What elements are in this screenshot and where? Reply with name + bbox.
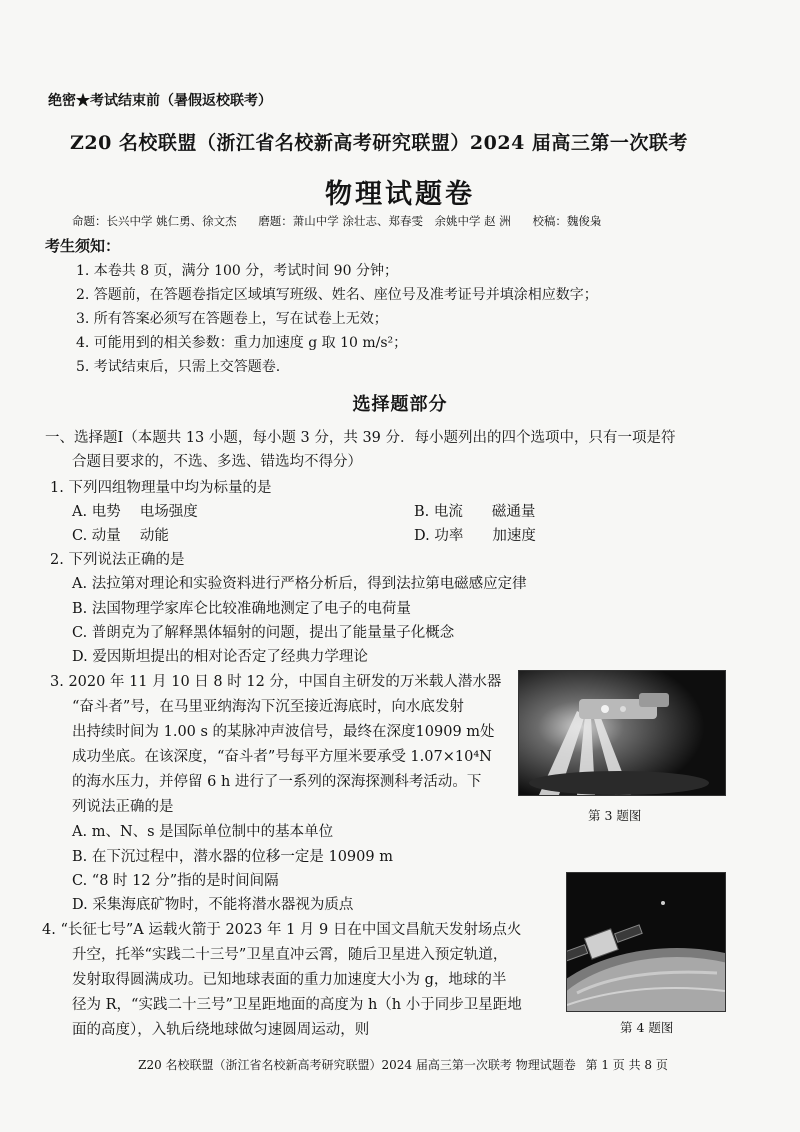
q4-stem-line: 面的高度），入轨后绕地球做匀速圆周运动，则 xyxy=(72,1022,370,1038)
q3-option-a: A. m、N、s 是国际单位制中的基本单位 xyxy=(72,824,334,840)
credits-polisher: 磨题：萧山中学 涂壮志、郑春雯 余姚中学 赵 洲 xyxy=(258,214,511,228)
exam-title: Z20 名校联盟（浙江省名校新高考研究联盟）2024 届高三第一次联考 xyxy=(70,132,688,154)
submersible-illustration xyxy=(519,671,725,795)
q3-stem-line: 3. 2020 年 11 月 10 日 8 时 12 分，中国自主研发的万米载人潜水器 xyxy=(50,674,502,690)
notice-title: 考生须知： xyxy=(45,237,121,255)
q2-stem: 2. 下列说法正确的是 xyxy=(50,552,185,568)
notice-item: 5. 考试结束后，只需上交答题卷. xyxy=(76,359,281,375)
q4-stem-line: 4. “长征七号”A 运载火箭于 2023 年 1 月 9 日在中国文昌航天发射场点火 xyxy=(42,922,522,938)
section-title: 选择题部分 xyxy=(352,394,448,415)
confidential-label: 绝密★考试结束前（暑假返校联考） xyxy=(48,93,272,109)
q3-stem-line: 成功坐底。在该深度，“奋斗者”号每平方厘米要承受 1.07×10⁴N xyxy=(72,749,492,765)
page-footer xyxy=(0,1056,800,1073)
part-instructions-line1: 一、选择题Ⅰ（本题共 13 小题，每小题 3 分，共 39 分．每小题列出的四个选项中，只有一项是符 xyxy=(45,430,676,446)
q3-option-b: B. 在下沉过程中，潜水器的位移一定是 10909 m xyxy=(72,849,393,865)
q4-stem-line: 径为 R，“实践二十三号”卫星距地面的高度为 h（h 小于同步卫星距地 xyxy=(72,997,522,1013)
q3-figure-caption: 第 3 题图 xyxy=(588,808,642,823)
notice-item: 4. 可能用到的相关参数：重力加速度 g 取 10 m/s²； xyxy=(76,335,408,351)
notice-item: 1. 本卷共 8 页，满分 100 分，考试时间 90 分钟； xyxy=(76,263,398,279)
q3-stem-line: “奋斗者”号，在马里亚纳海沟下沉至接近海底时，向水底发射 xyxy=(72,699,464,715)
q3-option-c: C. “8 时 12 分”指的是时间间隔 xyxy=(72,873,279,889)
notice-item: 2. 答题前，在答题卷指定区域填写班级、姓名、座位号及准考证号并填涂相应数字； xyxy=(76,287,598,303)
q2-option-c: C. 普朗克为了解释黑体辐射的问题，提出了能量量子化概念 xyxy=(72,625,455,641)
q1-stem: 1. 下列四组物理量中均为标量的是 xyxy=(50,480,272,496)
credits-reviewer: 校稿：魏俊枭 xyxy=(532,214,602,228)
q1-option-b: B. 电流 磁通量 xyxy=(414,504,536,520)
paper-title: 物理试题卷 xyxy=(325,179,475,210)
credits-proposer: 命题：长兴中学 姚仁勇、徐文杰 xyxy=(72,214,237,228)
q1-option-c: C. 动量 动能 xyxy=(72,528,169,544)
q2-option-d: D. 爱因斯坦提出的相对论否定了经典力学理论 xyxy=(72,649,368,665)
part-instructions-line2: 合题目要求的，不选、多选、错选均不得分） xyxy=(72,454,362,470)
footer-page-number: 第 1 页 共 8 页 xyxy=(585,1058,668,1072)
q4-stem-line: 发射取得圆满成功。已知地球表面的重力加速度大小为 g，地球的半 xyxy=(72,972,507,988)
q3-stem-line: 列说法正确的是 xyxy=(72,799,174,815)
q2-option-a: A. 法拉第对理论和实验资料进行严格分析后，得到法拉第电磁感应定律 xyxy=(72,576,527,592)
satellite-illustration xyxy=(567,873,725,1011)
q4-figure-caption: 第 4 题图 xyxy=(620,1020,674,1035)
q3-stem-line: 出持续时间为 1.00 s 的某脉冲声波信号，最终在深度10909 m处 xyxy=(72,724,495,740)
q3-submersible-image xyxy=(518,670,726,796)
notice-item: 3. 所有答案必须写在答题卷上，写在试卷上无效； xyxy=(76,311,388,327)
credits-line xyxy=(72,213,619,229)
q2-option-b: B. 法国物理学家库仑比较准确地测定了电子的电荷量 xyxy=(72,601,411,617)
q1-option-a: A. 电势 电场强度 xyxy=(72,504,198,520)
q1-option-d: D. 功率 加速度 xyxy=(414,528,536,544)
q3-option-d: D. 采集海底矿物时，不能将潜水器视为质点 xyxy=(72,897,354,913)
footer-exam-name: Z20 名校联盟（浙江省名校新高考研究联盟）2024 届高三第一次联考 物理试题卷 xyxy=(138,1058,576,1072)
q4-stem-line: 升空，托举“实践二十三号”卫星直冲云霄，随后卫星进入预定轨道， xyxy=(72,947,508,963)
q4-satellite-image xyxy=(566,872,726,1012)
q3-stem-line: 的海水压力，并停留 6 h 进行了一系列的深海探测科考活动。下 xyxy=(72,774,482,790)
